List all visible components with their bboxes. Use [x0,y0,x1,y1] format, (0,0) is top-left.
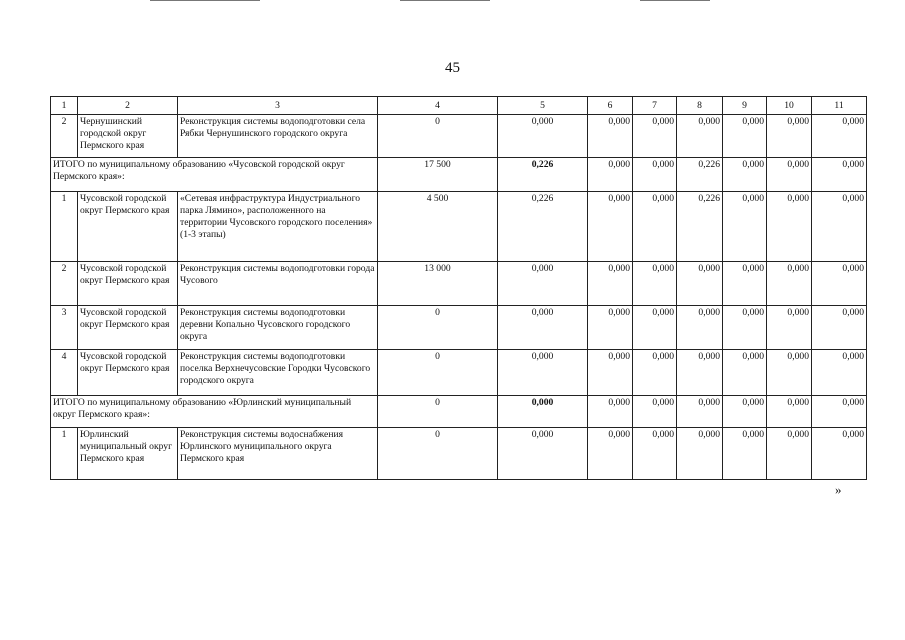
value-cell: 13 000 [378,262,498,306]
table-row [51,306,867,350]
column-header: 7 [633,97,677,115]
column-header: 6 [588,97,633,115]
value-cell: 0 [378,350,498,396]
page-number: 45 [445,60,460,76]
value-cell: 0,000 [677,350,723,396]
row-number: 1 [51,192,78,262]
project-cell: Реконструкция системы водоподготовки поселка Верхнечусовские Городки Чусовского городского округа [178,350,378,396]
scan-edge-mark [150,0,260,1]
value-cell: 0,000 [498,262,588,306]
municipality-cell: Юрлинский муниципальный округ Пермского края [78,428,178,480]
table-row [51,350,867,396]
value-cell: 0,000 [677,262,723,306]
total-label: ИТОГО по муниципальному образованию «Юрлинский муниципальный округ Пермского края»: [51,396,378,428]
value-cell: 0,226 [677,158,723,192]
project-cell: Реконструкция системы водоподготовки деревни Копально Чусовского городского округа [178,306,378,350]
value-cell: 4 500 [378,192,498,262]
value-cell: 0,000 [767,396,812,428]
table-row [51,192,867,262]
row-number: 1 [51,428,78,480]
value-cell: 0,000 [723,306,767,350]
value-cell: 0,000 [498,396,588,428]
value-cell: 0,000 [723,158,767,192]
total-label: ИТОГО по муниципальному образованию «Чусовской городской округ Пермского края»: [51,158,378,192]
table-header-row [51,97,867,115]
value-cell: 0,000 [723,396,767,428]
value-cell: 17 500 [378,158,498,192]
value-cell: 0,000 [767,306,812,350]
value-cell: 0,000 [677,396,723,428]
value-cell: 0,000 [633,115,677,158]
value-cell: 0 [378,396,498,428]
value-cell: 0 [378,115,498,158]
row-number: 2 [51,262,78,306]
value-cell: 0,000 [723,115,767,158]
total-row [51,396,867,428]
value-cell: 0,000 [677,115,723,158]
value-cell: 0,000 [812,262,867,306]
municipality-cell: Чусовской городской округ Пермского края [78,262,178,306]
value-cell: 0,000 [812,192,867,262]
closing-quote: » [835,482,842,497]
data-table [50,96,867,480]
column-header: 8 [677,97,723,115]
column-header: 4 [378,97,498,115]
value-cell: 0,000 [677,306,723,350]
column-header: 11 [812,97,867,115]
row-number: 2 [51,115,78,158]
value-cell: 0,000 [633,192,677,262]
value-cell: 0,226 [498,192,588,262]
value-cell: 0,000 [588,192,633,262]
value-cell: 0,000 [498,428,588,480]
value-cell: 0 [378,306,498,350]
project-cell: Реконструкция системы водоподготовки села Рябки Чернушинского городского округа [178,115,378,158]
value-cell: 0,000 [767,192,812,262]
value-cell: 0,000 [812,158,867,192]
value-cell: 0,000 [588,396,633,428]
column-header: 10 [767,97,812,115]
value-cell: 0,000 [767,115,812,158]
value-cell: 0,000 [723,428,767,480]
value-cell: 0,226 [498,158,588,192]
column-header: 9 [723,97,767,115]
value-cell: 0,000 [767,350,812,396]
value-cell: 0,000 [498,350,588,396]
value-cell: 0,000 [677,428,723,480]
value-cell: 0,000 [588,115,633,158]
row-number: 4 [51,350,78,396]
value-cell: 0,000 [767,158,812,192]
column-header: 5 [498,97,588,115]
value-cell: 0,226 [677,192,723,262]
table-row [51,428,867,480]
value-cell: 0 [378,428,498,480]
row-number: 3 [51,306,78,350]
municipality-cell: Чусовской городской округ Пермского края [78,192,178,262]
value-cell: 0,000 [633,396,677,428]
value-cell: 0,000 [723,350,767,396]
project-cell: Реконструкция системы водоснабжения Юрлинского муниципального округа Пермского края [178,428,378,480]
value-cell: 0,000 [633,306,677,350]
value-cell: 0,000 [633,350,677,396]
value-cell: 0,000 [633,158,677,192]
value-cell: 0,000 [812,306,867,350]
scan-edge-mark [640,0,710,1]
value-cell: 0,000 [767,428,812,480]
value-cell: 0,000 [498,115,588,158]
project-cell: Реконструкция системы водоподготовки города Чусового [178,262,378,306]
column-header: 2 [78,97,178,115]
column-header: 1 [51,97,78,115]
table-row [51,115,867,158]
value-cell: 0,000 [498,306,588,350]
value-cell: 0,000 [812,350,867,396]
value-cell: 0,000 [588,158,633,192]
scan-edge-mark [400,0,490,1]
value-cell: 0,000 [588,262,633,306]
municipality-cell: Чусовской городской округ Пермского края [78,350,178,396]
municipality-cell: Чусовской городской округ Пермского края [78,306,178,350]
column-header: 3 [178,97,378,115]
table-row [51,262,867,306]
project-cell: «Сетевая инфраструктура Индустриального парка Лямино», расположенного на территории Чусовского городского поселения» (1-3 этапы) [178,192,378,262]
value-cell: 0,000 [812,396,867,428]
value-cell: 0,000 [723,192,767,262]
value-cell: 0,000 [588,306,633,350]
value-cell: 0,000 [633,428,677,480]
total-row [51,158,867,192]
value-cell: 0,000 [723,262,767,306]
value-cell: 0,000 [812,428,867,480]
value-cell: 0,000 [812,115,867,158]
value-cell: 0,000 [588,350,633,396]
value-cell: 0,000 [767,262,812,306]
municipality-cell: Чернушинский городской округ Пермского края [78,115,178,158]
value-cell: 0,000 [588,428,633,480]
value-cell: 0,000 [633,262,677,306]
